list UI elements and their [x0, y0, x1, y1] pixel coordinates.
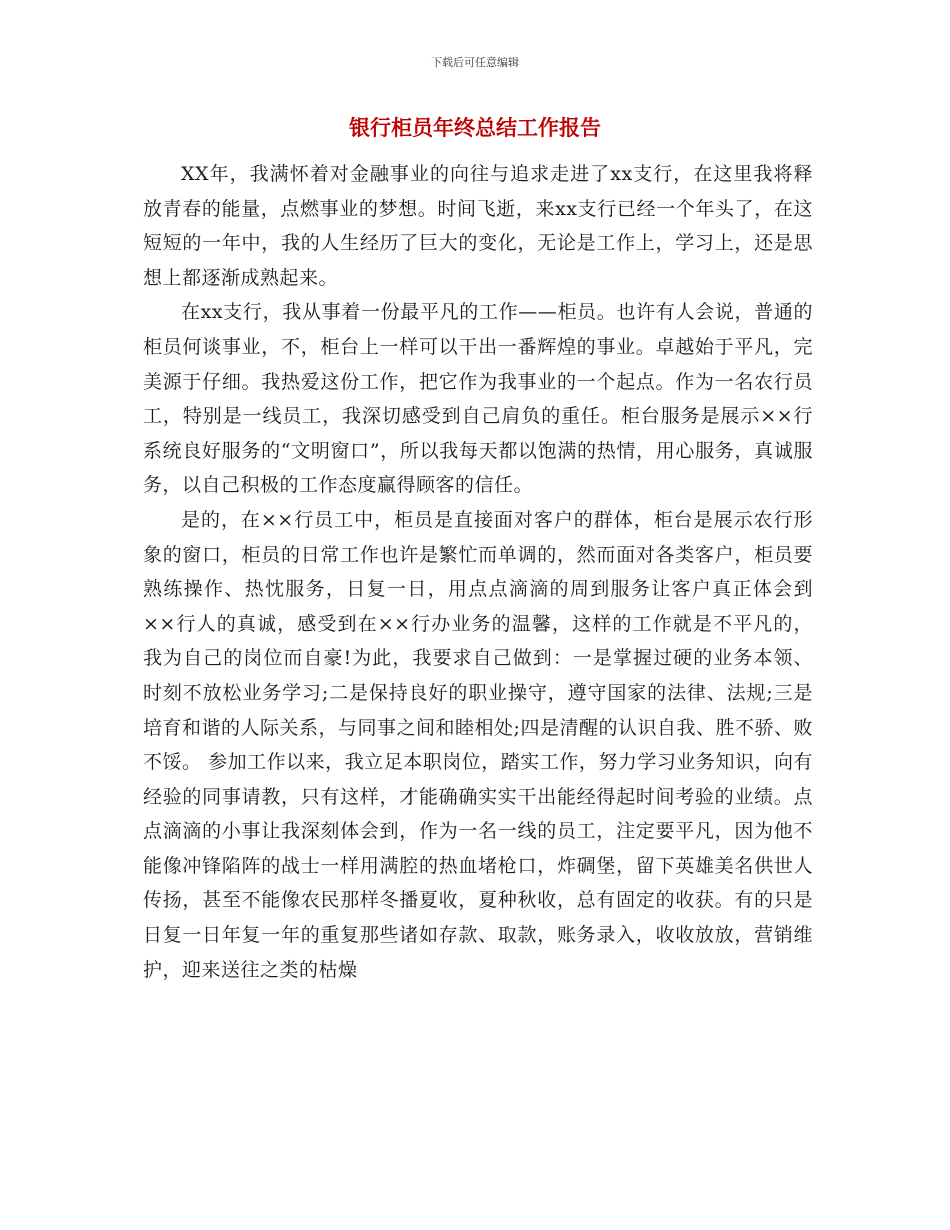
header-note: 下载后可任意编辑	[431, 56, 519, 69]
paragraph: XX年，我满怀着对金融事业的向往与追求走进了xx支行，在这里我将释放青春的能量，点燃事业的梦想。时间飞逝，来xx支行已经一个年头了，在这短短的一年中，我的人生经历了巨大的变化，无论是工作上，学习上，还是思想上都逐渐成熟起来。	[143, 163, 813, 289]
paragraph: 在xx支行，我从事着一份最平凡的工作——柜员。也许有人会说，普通的柜员何谈事业，不，柜台上一样可以干出一番辉煌的事业。卓越始于平凡，完美源于仔细。我热爱这份工作，把它作为我事业的一个起点。作为一名农行员工，特别是一线员工，我深切感受到自己肩负的重任。柜台服务是展示××行系统良好服务的“文明窗口”，所以我每天都以饱满的热情，用心服务，真诚服务，以自己积极的工作态度赢得顾客的信任。	[143, 301, 813, 497]
paragraph: 是的，在××行员工中，柜员是直接面对客户的群体，柜台是展示农行形象的窗口，柜员的日常工作也许是繁忙而单调的，然而面对各类客户，柜员要熟练操作、热忱服务，日复一日，用点点滴滴的周到服务让客户真正体会到××行人的真诚，感受到在××行办业务的温馨，这样的工作就是不平凡的，我为自己的岗位而自豪!为此，我要求自己做到：一是掌握过硬的业务本领、时刻不放松业务学习;二是保持良好的职业操守，遵守国家的法律、法规;三是培育和谐的人际关系，与同事之间和睦相处;四是清醒的认识自我、胜不骄、败不馁。 参加工作以来，我立足本职岗位，踏实工作，努力学习业务知识，向有经验的同事请教，只有这样，才能确确实实干出能经得起时间考验的业绩。点点滴滴的小事让我深刻体会到，作为一名一线的员工，注定要平凡，因为他不能像冲锋陷阵的战士一样用满腔的热血堵枪口，炸碉堡，留下英雄美名供世人传扬，甚至不能像农民那样冬播夏收，夏种秋收，总有固定的收获。有的只是日复一日年复一年的重复那些诸如存款、取款，账务录入，收收放放，营销维护，迎来送往之类的枯燥	[143, 508, 813, 981]
document-body	[143, 157, 813, 987]
document-title: 银行柜员年终总结工作报告	[349, 116, 601, 140]
